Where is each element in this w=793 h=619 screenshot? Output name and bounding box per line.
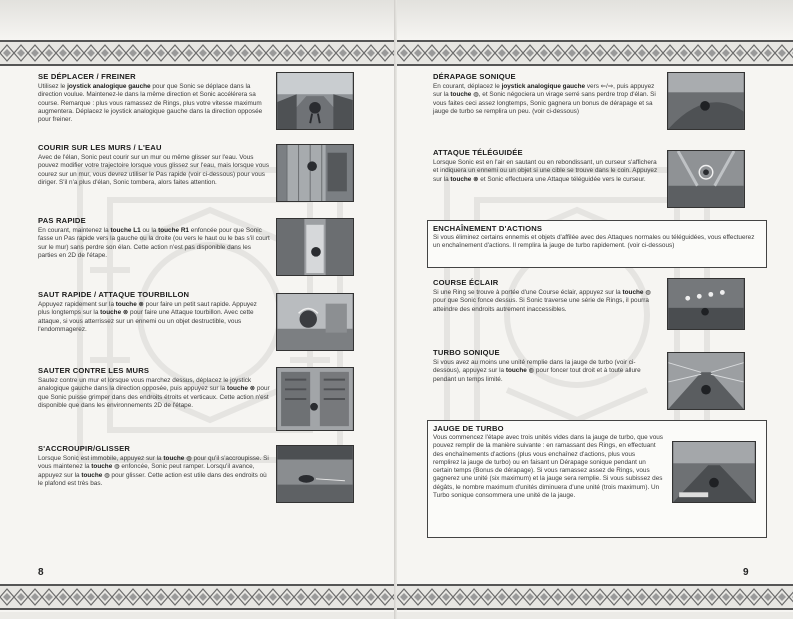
body-text: pour qu'il s'accroupisse. Si vous maintenez la bbox=[38, 455, 269, 471]
game-scene-image bbox=[277, 145, 353, 201]
body-text: pour que Sonic se déplace dans la direction voulue. Maintenez-le dans la même direction et Sonic accélérera sa course. Remarque : plus vous ramassez de Rings, plus votre vitesse maximum augmentera. Déplacez le joystick analogique gauche dans la direction opposée pour freiner. bbox=[38, 83, 263, 124]
body-text: , et Sonic négociera un virage serré sans perdre trop d'élan. Si vous faites ceci assez longtemps, Sonic gagnera un bonus de dérapage et sa jauge de turbo se remplira un peu. (voir ci-dessous) bbox=[433, 91, 656, 115]
emphasis-text: touche ◍ bbox=[163, 455, 192, 462]
body-text: Lorsque Sonic est en l'air en sautant ou en rebondissant, un curseur s'affichera et indiquera un ennemi ou un objet si une cible se trouve dans le coin. Appuyez sur la bbox=[433, 159, 658, 183]
section-se-deplacer bbox=[38, 72, 270, 124]
section-attaque-teleguidee bbox=[433, 148, 661, 184]
emphasis-text: touche ⊗ bbox=[227, 385, 256, 393]
body-text: pour glisser. Cette action est utile dans des endroits où le plafond est très bas. bbox=[38, 471, 267, 487]
game-scene-image bbox=[668, 353, 744, 409]
bottom-border-pattern bbox=[397, 584, 793, 610]
bottom-edge bbox=[397, 612, 793, 619]
game-scene-image bbox=[668, 151, 744, 207]
top-border-pattern bbox=[397, 40, 793, 66]
section-body bbox=[433, 359, 661, 384]
screenshot-boost bbox=[667, 352, 745, 410]
page-number: 8 bbox=[38, 567, 44, 578]
left-page bbox=[0, 0, 396, 619]
body-text: ou la bbox=[140, 227, 159, 234]
body-text: et Sonic effectuera une Attaque téléguidée vers le curseur. bbox=[478, 175, 646, 183]
body-text: Si vous avez au moins une unité remplie dans la jauge de turbo (voir ci-dessous), appuyez sur la bbox=[433, 359, 636, 375]
zigzag-pattern bbox=[0, 42, 396, 64]
emphasis-text: touche R1 bbox=[158, 227, 189, 234]
section-saut-rapide bbox=[38, 290, 270, 334]
section-sauter-murs bbox=[38, 366, 270, 410]
game-scene-image bbox=[673, 442, 755, 502]
top-border-pattern bbox=[0, 40, 396, 66]
screenshot-running bbox=[276, 72, 354, 130]
section-course-eclair bbox=[433, 278, 661, 314]
zigzag-pattern bbox=[397, 586, 793, 608]
emphasis-text: touche ⊗ bbox=[115, 301, 144, 308]
body-text: En courant, maintenez la bbox=[38, 227, 111, 234]
section-body bbox=[38, 227, 270, 260]
body-text: enfoncée, Sonic peut ramper. Lorsqu'il avance, appuyez sur la bbox=[38, 463, 255, 479]
section-body bbox=[433, 83, 661, 116]
page-number: 9 bbox=[743, 567, 749, 578]
right-page bbox=[397, 0, 793, 619]
screenshot-wall-jump bbox=[276, 367, 354, 431]
emphasis-text: joystick analogique gauche bbox=[67, 83, 151, 90]
game-scene-image bbox=[668, 73, 744, 129]
section-title: ATTAQUE TÉLÉGUIDÉE bbox=[433, 148, 523, 157]
game-scene-image bbox=[277, 368, 353, 430]
body-text: Si une Ring se trouve à portée d'une Course éclair, appuyez sur la bbox=[433, 289, 623, 296]
game-scene-image bbox=[277, 446, 353, 502]
section-title: SE DÉPLACER / FREINER bbox=[38, 72, 136, 81]
game-scene-image bbox=[668, 279, 744, 329]
screenshot-wall-run bbox=[276, 144, 354, 202]
section-body bbox=[433, 234, 761, 251]
zigzag-pattern bbox=[0, 586, 396, 608]
emphasis-text: touche ◍ bbox=[622, 289, 651, 296]
bottom-edge bbox=[0, 612, 396, 619]
boost-gauge-text bbox=[433, 424, 663, 500]
body-text: Appuyez rapidement sur la bbox=[38, 301, 116, 308]
body-text: Lorsque Sonic est immobile, appuyez sur la bbox=[38, 455, 164, 462]
body-text: Sautez contre un mur et lorsque vous marchez dessus, déplacez le joystick analogique gauche dans la direction opposée, puis appuyez sur la bbox=[38, 377, 252, 393]
emphasis-text: touche ◍ bbox=[81, 471, 110, 479]
body-text: pour foncer tout droit et à toute allure pendant un temps limité. bbox=[433, 367, 641, 383]
body-text: Si vous éliminez certains ennemis et objets d'affilée avec des Attaques normales ou téléguidées, vous effectuerez un enchaînement d'actions. Il remplira la jauge de turbo rapidement. (voir ci-dessous) bbox=[433, 234, 755, 250]
section-body bbox=[38, 301, 270, 334]
section-title: S'ACCROUPIR/GLISSER bbox=[38, 444, 131, 453]
section-body bbox=[38, 455, 270, 488]
section-body bbox=[433, 159, 661, 184]
emphasis-text: touche ⊗ bbox=[100, 309, 129, 317]
section-title: TURBO SONIQUE bbox=[433, 348, 500, 357]
section-title: PAS RAPIDE bbox=[38, 216, 86, 225]
boost-gauge-box bbox=[427, 420, 767, 538]
section-title: COURIR SUR LES MURS / L'EAU bbox=[38, 143, 162, 152]
section-body bbox=[38, 377, 270, 410]
section-courir-murs bbox=[38, 143, 270, 187]
section-pas-rapide bbox=[38, 216, 270, 260]
top-shadow bbox=[0, 0, 396, 40]
section-title: SAUT RAPIDE / ATTAQUE TOURBILLON bbox=[38, 290, 190, 299]
section-body bbox=[433, 434, 663, 500]
body-text: pour que Sonic fonce dessus. Si Sonic traverse une série de Rings, il pourra atteindre des endroits autrement inaccessibles. bbox=[433, 297, 649, 313]
section-title: ENCHAÎNEMENT D'ACTIONS bbox=[433, 224, 543, 233]
zigzag-pattern bbox=[397, 42, 793, 64]
body-text: En courant, déplacez le bbox=[433, 83, 502, 90]
screenshot-quick-step bbox=[276, 218, 354, 276]
section-title: DÉRAPAGE SONIQUE bbox=[433, 72, 516, 81]
screenshot-spin-attack bbox=[276, 293, 354, 351]
screenshot-light-dash bbox=[667, 278, 745, 330]
section-accroupir bbox=[38, 444, 270, 488]
game-scene-image bbox=[277, 73, 353, 129]
section-title: SAUTER CONTRE LES MURS bbox=[38, 366, 150, 375]
screenshot-homing-attack bbox=[667, 150, 745, 208]
combo-info-box bbox=[427, 220, 767, 268]
top-shadow bbox=[397, 0, 793, 40]
section-body bbox=[433, 289, 661, 314]
section-body bbox=[38, 83, 270, 124]
section-turbo-sonique bbox=[433, 348, 661, 384]
body-text: Vous commencez l'étape avec trois unités vides dans la jauge de turbo, que vous pouvez remplir de la manière suivante : en ramassant des Rings, en effectuant des enchaînements d'actions (plus vous enchaînez d'actions, plus vous remplirez la jauge de turbo) ou en faisant un Dérapage sonique pendant un certain temps (Bonus de dérapage). Si vous ramassez assez de Rings, vous gagnerez une unité (six maximum) et la jauge sera remplie. Si vous subissez des dégâts, le nombre maximum d'unités diminuera d'une unité (trois maximum). Un Turbo sonique consommera une unité de la jauge. bbox=[433, 434, 664, 500]
bottom-border-pattern bbox=[0, 584, 396, 610]
emphasis-text: touche ⊗ bbox=[450, 175, 479, 183]
body-text: pour faire une Attaque tourbillon. Avec cette attaque, si vous atterrissez sur un ennemi ou un objet destructible, vous l'endommagerez. bbox=[38, 309, 254, 333]
section-body bbox=[38, 154, 270, 187]
game-scene-image bbox=[277, 219, 353, 275]
emphasis-text: touche ◍ bbox=[505, 367, 535, 375]
body-text: Avec de l'élan, Sonic peut courir sur un mur ou même glisser sur l'eau. Vous pouvez modifier votre trajectoire lorsque vous glissez sur l'eau, mais lorsque vous courez sur un mur, vous devrez utiliser le Pas rapide (voir ci-dessous) pour vous diriger. S'il n'a plus d'élan, Sonic tombera, alors faites attention. bbox=[38, 154, 270, 186]
body-text: vers ⇐/⇒, puis appuyez sur la bbox=[433, 83, 655, 99]
section-title: JAUGE DE TURBO bbox=[433, 424, 504, 433]
emphasis-text: joystick analogique gauche bbox=[501, 83, 586, 90]
emphasis-text: touche ◍ bbox=[91, 463, 120, 471]
body-text: pour faire un petit saut rapide. Appuyez plus longtemps sur la bbox=[38, 301, 257, 317]
emphasis-text: touche L1 bbox=[110, 227, 141, 234]
game-scene-image bbox=[277, 294, 353, 350]
emphasis-text: touche ◍ bbox=[450, 91, 479, 99]
screenshot-boost-gauge bbox=[672, 441, 756, 503]
screenshot-crouch-slide bbox=[276, 445, 354, 503]
section-derapage-sonique bbox=[433, 72, 661, 116]
body-text: pour que Sonic puisse grimper dans des endroits étroits et verticaux. Cette action n'est disponible que dans les environnements 2D de l'étape. bbox=[38, 385, 270, 409]
body-text: enfoncée pour que Sonic fasse un Pas rapide vers la gauche ou la droite (ou vers le haut ou le bas s'il court sur le mur) sans perdre son élan. Cette action n'est pas disponible dans les parties en 2D de l'étape. bbox=[38, 227, 270, 259]
body-text: Utilisez le bbox=[38, 83, 68, 90]
screenshot-drift bbox=[667, 72, 745, 130]
section-title: COURSE ÉCLAIR bbox=[433, 278, 499, 287]
